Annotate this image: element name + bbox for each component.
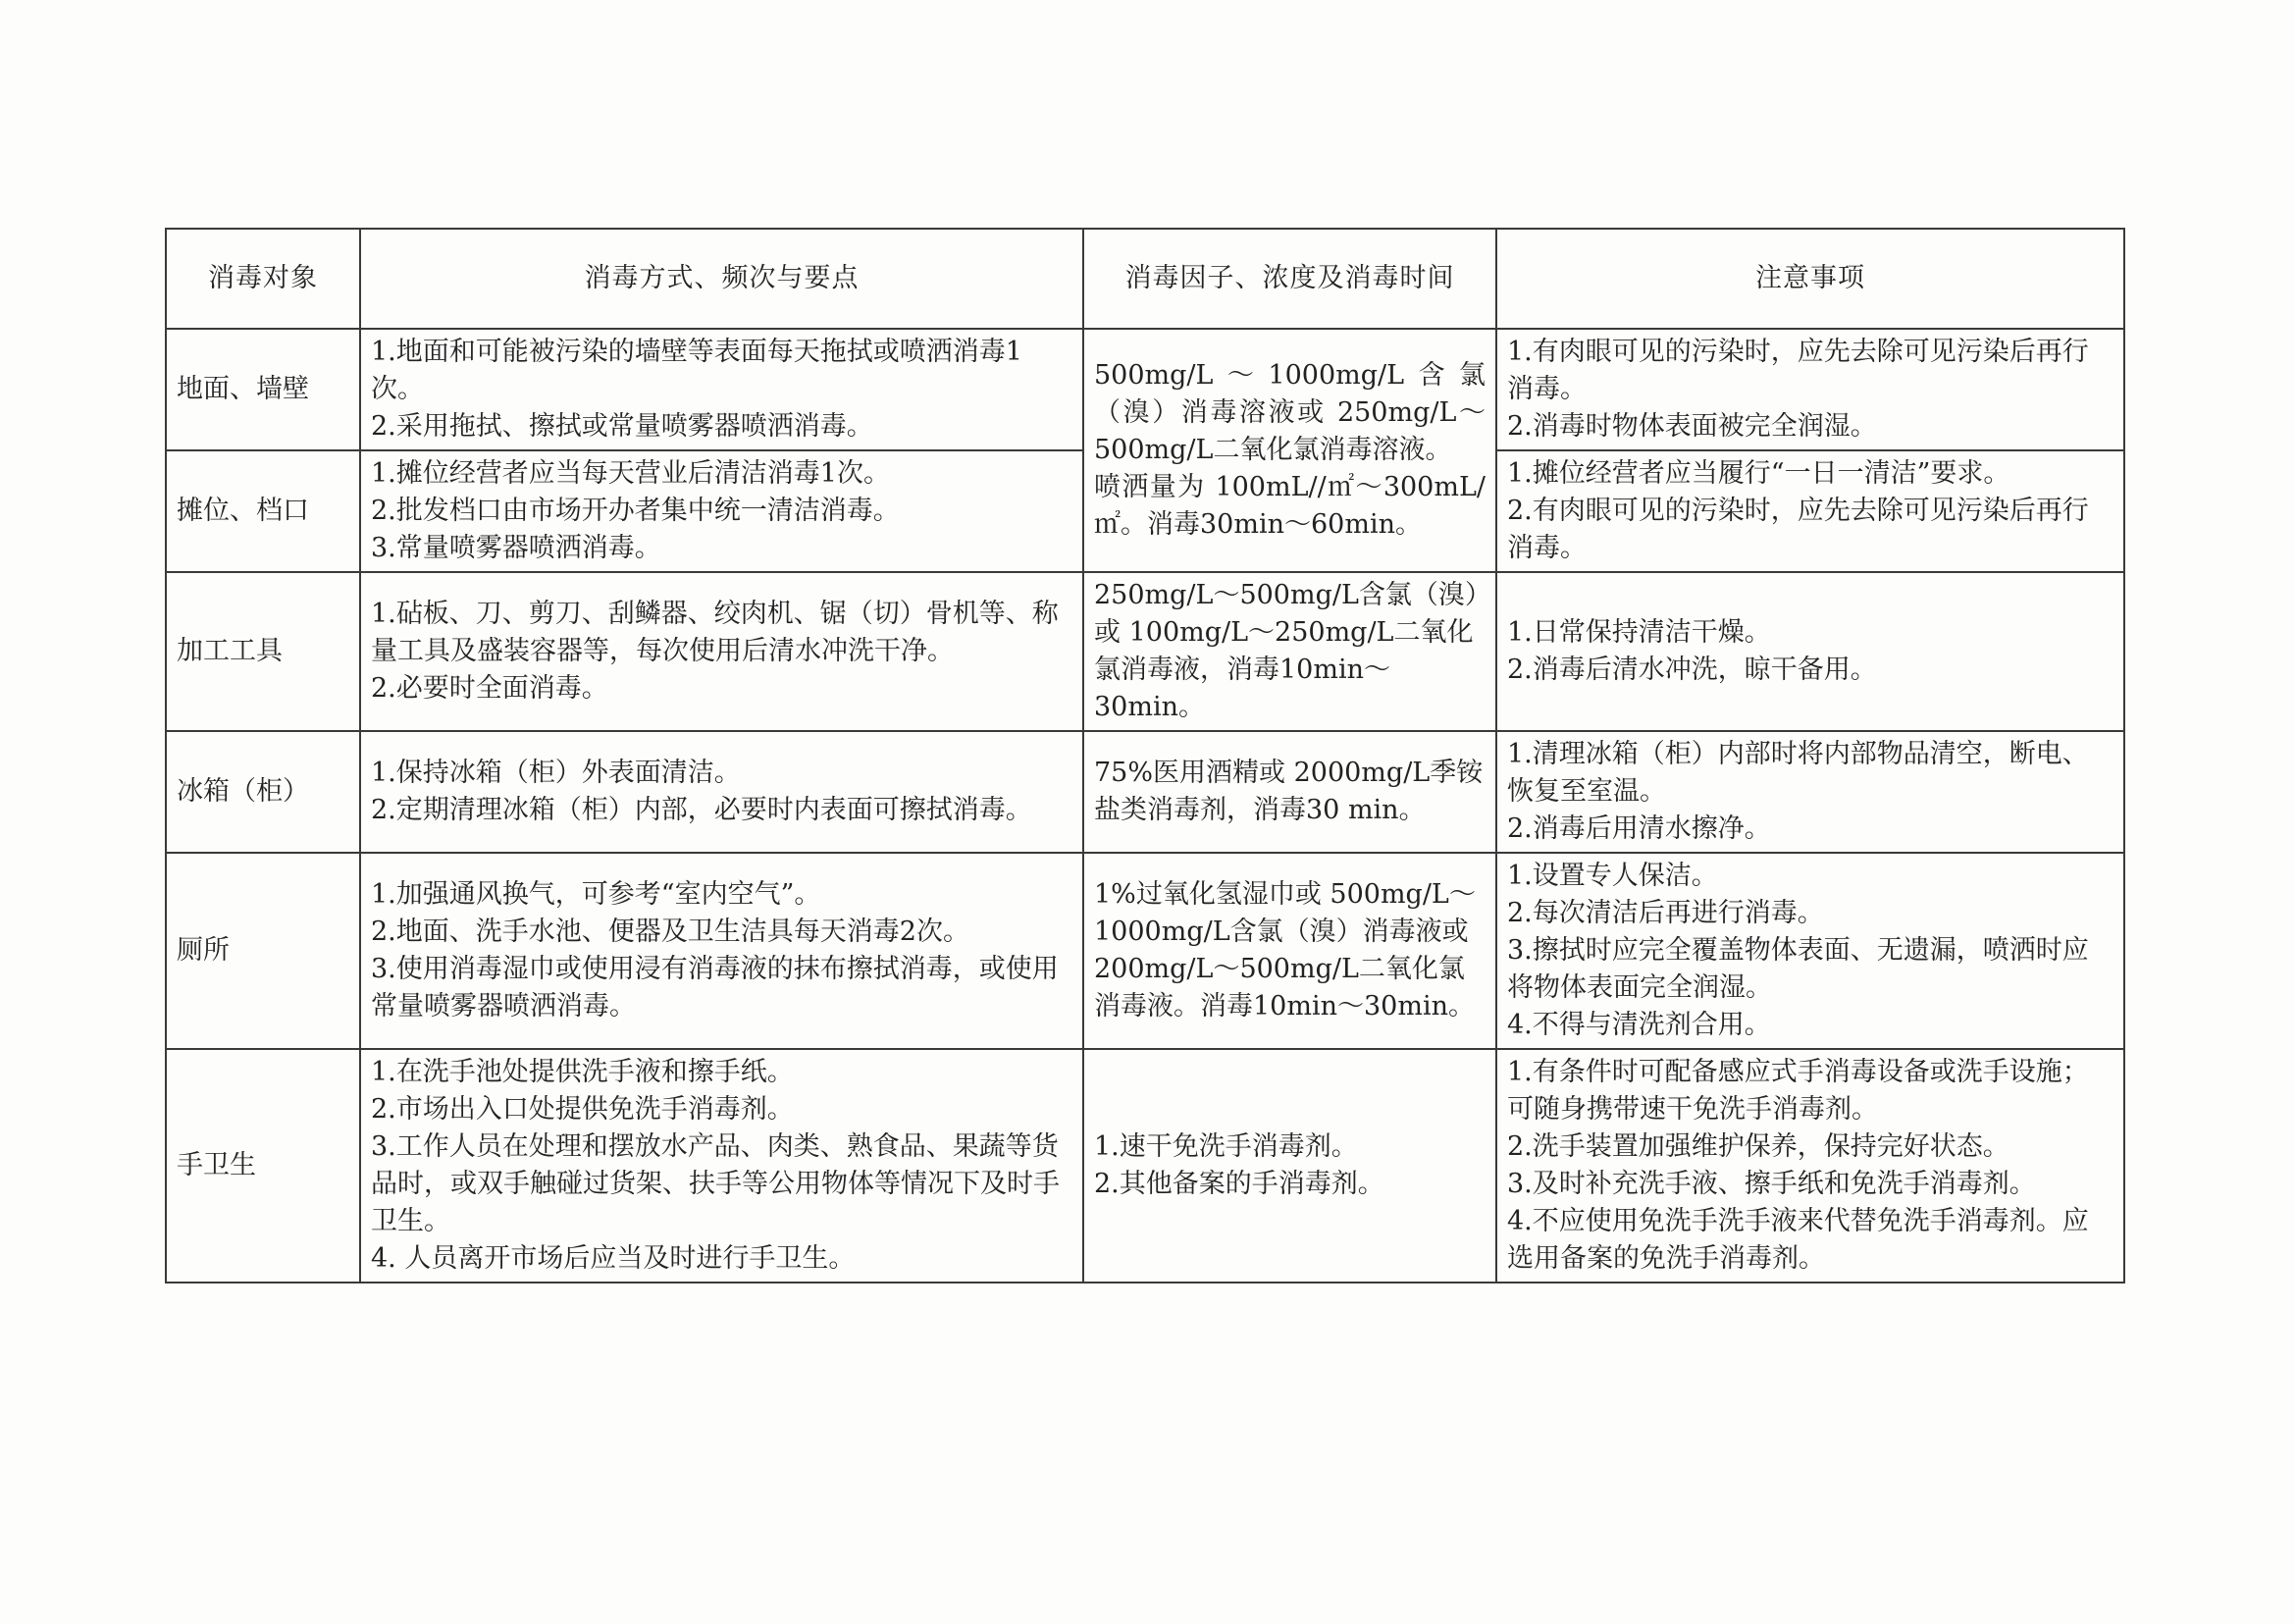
note-line: 2.消毒后清水冲洗，晾干备用。 [1507, 655, 1877, 685]
notes-cell [1496, 853, 2124, 1049]
factor-line: 2.其他备案的手消毒剂。 [1094, 1169, 1384, 1199]
method-line: 3.使用消毒湿巾或使用浸有消毒液的抹布擦拭消毒，或使用常量喷雾器喷洒消毒。 [371, 954, 1059, 1022]
method-cell [360, 329, 1083, 450]
header-object: 消毒对象 [166, 229, 360, 329]
note-line: 1.有条件时可配备感应式手消毒设备或洗手设施；可随身携带速干免洗手消毒剂。 [1507, 1057, 2089, 1125]
method-cell [360, 1049, 1083, 1283]
note-line: 1.日常保持清洁干燥。 [1507, 617, 1771, 648]
method-line: 2.市场出入口处提供免洗手消毒剂。 [371, 1094, 794, 1125]
note-line: 4.不得与清洗剂合用。 [1507, 1010, 1771, 1040]
header-row [166, 229, 2124, 329]
header-method: 消毒方式、频次与要点 [360, 229, 1083, 329]
method-line: 2.批发档口由市场开办者集中统一清洁消毒。 [371, 496, 900, 526]
factor-cell [1083, 731, 1496, 853]
method-cell [360, 731, 1083, 853]
disinfection-table [165, 228, 2125, 1283]
method-line: 3.工作人员在处理和摆放水产品、肉类、熟食品、果蔬等货品时，或双手触碰过货架、扶手等公用物体等情况下及时手卫生。 [371, 1131, 1060, 1236]
note-line: 2.洗手装置加强维护保养，保持完好状态。 [1507, 1131, 2009, 1162]
factor-cell [1083, 572, 1496, 731]
note-line: 4.不应使用免洗手洗手液来代替免洗手消毒剂。应选用备案的免洗手消毒剂。 [1507, 1206, 2089, 1274]
notes-cell [1496, 572, 2124, 731]
method-line: 2.采用拖拭、擦拭或常量喷雾器喷洒消毒。 [371, 411, 873, 442]
method-cell [360, 450, 1083, 572]
note-line: 1.设置专人保洁。 [1507, 861, 1718, 891]
note-line: 2.每次清洁后再进行消毒。 [1507, 898, 1824, 928]
factor-line: 250mg/L～500mg/L含氯（溴）或 100mg/L～250mg/L二氧化氯消毒液，消毒10min～30min。 [1094, 580, 1479, 722]
note-line: 1.有肉眼可见的污染时，应先去除可见污染后再行消毒。 [1507, 337, 2089, 404]
table-row [166, 853, 2124, 1049]
factor-line: 1.速干免洗手消毒剂。 [1094, 1131, 1358, 1162]
notes-cell [1496, 450, 2124, 572]
object-cell: 厕所 [166, 853, 360, 1049]
factor-cell [1083, 1049, 1496, 1283]
notes-cell [1496, 329, 2124, 450]
method-line: 2.定期清理冰箱（柜）内部，必要时内表面可擦拭消毒。 [371, 795, 1032, 825]
factor-line: 喷洒量为 100mL//㎡～300mL/㎡。消毒30min～60min。 [1094, 472, 1486, 540]
table-row [166, 1049, 2124, 1283]
factor-cell [1083, 329, 1496, 572]
method-line: 3.常量喷雾器喷洒消毒。 [371, 533, 661, 563]
notes-cell [1496, 731, 2124, 853]
note-line: 2.消毒后用清水擦净。 [1507, 813, 1771, 844]
method-line: 1.保持冰箱（柜）外表面清洁。 [371, 758, 741, 788]
table-row [166, 329, 2124, 450]
factor-line: 1%过氧化氢湿巾或 500mg/L～1000mg/L含氯（溴）消毒液或 200mg/L～500mg/L二氧化氯消毒液。消毒10min～30min。 [1094, 879, 1476, 1022]
note-line: 2.消毒时物体表面被完全润湿。 [1507, 411, 1877, 442]
note-line: 3.及时补充洗手液、擦手纸和免洗手消毒剂。 [1507, 1169, 2036, 1199]
method-line: 2.必要时全面消毒。 [371, 673, 608, 704]
factor-cell [1083, 853, 1496, 1049]
notes-cell [1496, 1049, 2124, 1283]
factor-line: 75%医用酒精或 2000mg/L季铵盐类消毒剂，消毒30 min。 [1094, 758, 1484, 825]
method-cell [360, 853, 1083, 1049]
factor-line: 500mg/L～1000mg/L含氯（溴）消毒溶液或 250mg/L～500mg/L二氧化氯消毒溶液。 [1094, 360, 1486, 465]
object-cell: 冰箱（柜） [166, 731, 360, 853]
table-row [166, 731, 2124, 853]
method-line: 4. 人员离开市场后应当及时进行手卫生。 [371, 1243, 856, 1274]
method-line: 1.地面和可能被污染的墙壁等表面每天拖拭或喷洒消毒1次。 [371, 337, 1022, 404]
table-row [166, 572, 2124, 731]
method-line: 1.加强通风换气，可参考“室内空气”。 [371, 879, 821, 910]
object-cell: 地面、墙壁 [166, 329, 360, 450]
method-line: 1.摊位经营者应当每天营业后清洁消毒1次。 [371, 458, 890, 489]
note-line: 1.清理冰箱（柜）内部时将内部物品清空，断电、恢复至室温。 [1507, 739, 2089, 807]
method-line: 1.在洗手池处提供洗手液和擦手纸。 [371, 1057, 794, 1087]
object-cell: 摊位、档口 [166, 450, 360, 572]
note-line: 2.有肉眼可见的污染时，应先去除可见污染后再行消毒。 [1507, 496, 2089, 563]
method-line: 1.砧板、刀、剪刀、刮鳞器、绞肉机、锯（切）骨机等、称量工具及盛装容器等，每次使用后清水冲洗干净。 [371, 599, 1059, 666]
note-line: 3.擦拭时应完全覆盖物体表面、无遗漏，喷洒时应将物体表面完全润湿。 [1507, 935, 2089, 1003]
object-cell: 手卫生 [166, 1049, 360, 1283]
method-line: 2.地面、洗手水池、便器及卫生洁具每天消毒2次。 [371, 917, 969, 947]
header-factor: 消毒因子、浓度及消毒时间 [1083, 229, 1496, 329]
header-notes: 注意事项 [1496, 229, 2124, 329]
note-line: 1.摊位经营者应当履行“一日一清洁”要求。 [1507, 458, 2010, 489]
object-cell: 加工工具 [166, 572, 360, 731]
method-cell [360, 572, 1083, 731]
